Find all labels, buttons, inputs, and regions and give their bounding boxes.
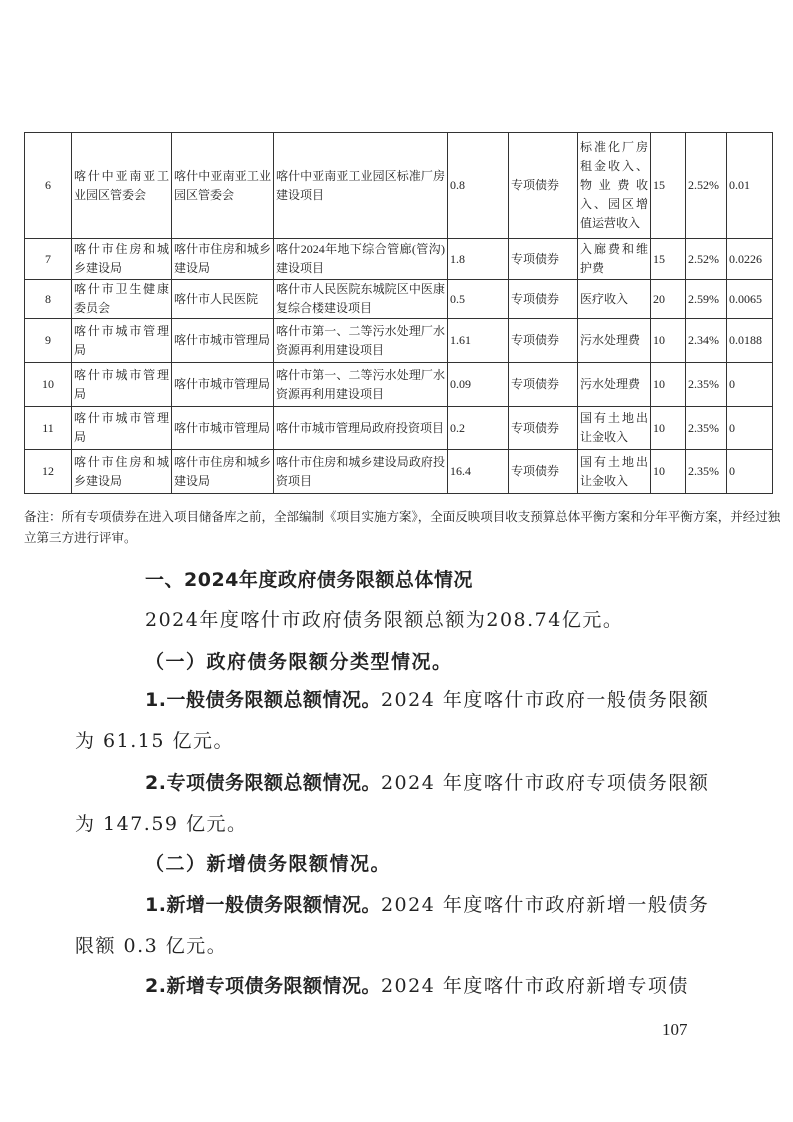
new-special-debt-paragraph [75,966,715,1007]
cell-implementing-unit: 喀什市住房和城乡建设局 [172,239,274,280]
cell-row-number: 6 [25,133,72,239]
cell-competent-department: 喀什中亚南亚工业园区管委会 [72,133,172,239]
new-special-debt-text: 2024 年度喀什市政府新增专项债 [380,975,689,997]
cell-competent-department: 喀什市住房和城乡建设局 [72,450,172,494]
cell-row-number: 12 [25,450,72,494]
bond-projects-table [24,132,773,494]
cell-project-name: 喀什市住房和城乡建设局政府投资项目 [274,450,448,494]
cell-amount: 0.5 [448,280,509,319]
cell-row-number: 7 [25,239,72,280]
cell-project-name: 喀什市第一、二等污水处理厂水资源再利用建设项目 [274,363,448,407]
cell-bond-type: 专项债券 [509,319,578,363]
special-debt-limit-paragraph [75,763,715,845]
cell-amount: 1.61 [448,319,509,363]
new-general-debt-paragraph [75,885,715,967]
table-footnote: 备注：所有专项债券在进入项目储备库之前，全部编制《项目实施方案》，全面反映项目收支预算总体平衡方案和分年平衡方案，并经过独立第三方进行评审。 [24,510,781,545]
cell-repayment-source: 标准化厂房租金收入、物业费收入、园区增值运营收入 [578,133,651,239]
cell-interest: 0.01 [727,133,773,239]
cell-bond-type: 专项债券 [509,363,578,407]
cell-repayment-source: 入廊费和维护费 [578,239,651,280]
section-heading: 一、2024年度政府债务限额总体情况 [145,569,473,591]
table-row [25,363,773,407]
cell-repayment-source: 污水处理费 [578,319,651,363]
cell-project-name: 喀什市城市管理局政府投资项目 [274,407,448,450]
cell-competent-department: 喀什市城市管理局 [72,319,172,363]
cell-amount: 1.8 [448,239,509,280]
cell-implementing-unit: 喀什市城市管理局 [172,319,274,363]
cell-term: 10 [651,363,686,407]
cell-competent-department: 喀什市卫生健康委员会 [72,280,172,319]
cell-interest: 0 [727,450,773,494]
cell-amount: 16.4 [448,450,509,494]
cell-competent-department: 喀什市城市管理局 [72,363,172,407]
cell-bond-type: 专项债券 [509,133,578,239]
cell-interest: 0.0188 [727,319,773,363]
table-row [25,280,773,319]
cell-implementing-unit: 喀什市城市管理局 [172,363,274,407]
general-debt-limit-paragraph [75,680,715,762]
table-row [25,133,773,239]
cell-project-name: 喀什市人民医院东城院区中医康复综合楼建设项目 [274,280,448,319]
cell-rate: 2.35% [686,450,727,494]
cell-implementing-unit: 喀什市城市管理局 [172,407,274,450]
cell-amount: 0.2 [448,407,509,450]
cell-bond-type: 专项债券 [509,280,578,319]
new-general-debt-text: 2024 年度喀什市政府新增一般债务限额 0.3 亿元。 [75,894,710,957]
cell-term: 10 [651,319,686,363]
table-row [25,319,773,363]
cell-rate: 2.35% [686,407,727,450]
subsection-heading-new-debt: （二）新增债务限额情况。 [145,853,392,875]
cell-project-name: 喀什中亚南亚工业园区标准厂房建设项目 [274,133,448,239]
total-limit-paragraph: 2024年度喀什市政府债务限额总额为208.74亿元。 [145,609,624,631]
cell-bond-type: 专项债券 [509,239,578,280]
cell-rate: 2.34% [686,319,727,363]
cell-rate: 2.59% [686,280,727,319]
cell-row-number: 10 [25,363,72,407]
table-row [25,239,773,280]
cell-project-name: 喀什2024年地下综合管廊(管沟)建设项目 [274,239,448,280]
cell-competent-department: 喀什市城市管理局 [72,407,172,450]
cell-repayment-source: 医疗收入 [578,280,651,319]
cell-interest: 0 [727,363,773,407]
table-row [25,407,773,450]
cell-rate: 2.35% [686,363,727,407]
cell-repayment-source: 污水处理费 [578,363,651,407]
cell-amount: 0.8 [448,133,509,239]
cell-row-number: 11 [25,407,72,450]
cell-competent-department: 喀什市住房和城乡建设局 [72,239,172,280]
special-debt-limit-lead: 2.专项债务限额总额情况。 [145,772,381,794]
cell-term: 20 [651,280,686,319]
cell-term: 15 [651,239,686,280]
table-body [25,133,773,494]
cell-bond-type: 专项债券 [509,407,578,450]
cell-implementing-unit: 喀什中亚南亚工业园区管委会 [172,133,274,239]
cell-amount: 0.09 [448,363,509,407]
general-debt-limit-lead: 1.一般债务限额总额情况。 [145,689,381,711]
cell-rate: 2.52% [686,133,727,239]
cell-bond-type: 专项债券 [509,450,578,494]
cell-interest: 0.0226 [727,239,773,280]
new-general-debt-lead: 1.新增一般债务限额情况。 [145,894,381,916]
cell-term: 15 [651,133,686,239]
cell-project-name: 喀什市第一、二等污水处理厂水资源再利用建设项目 [274,319,448,363]
cell-repayment-source: 国有土地出让金收入 [578,407,651,450]
cell-repayment-source: 国有土地出让金收入 [578,450,651,494]
special-debt-limit-text: 2024 年度喀什市政府专项债务限额为 147.59 亿元。 [75,772,710,835]
cell-row-number: 8 [25,280,72,319]
cell-term: 10 [651,450,686,494]
table-row [25,450,773,494]
cell-rate: 2.52% [686,239,727,280]
cell-implementing-unit: 喀什市人民医院 [172,280,274,319]
new-special-debt-lead: 2.新增专项债务限额情况。 [145,975,381,997]
cell-interest: 0.0065 [727,280,773,319]
cell-term: 10 [651,407,686,450]
page-number: 107 [662,1020,688,1039]
cell-implementing-unit: 喀什市住房和城乡建设局 [172,450,274,494]
cell-row-number: 9 [25,319,72,363]
general-debt-limit-text: 2024 年度喀什市政府一般债务限额为 61.15 亿元。 [75,689,710,752]
subsection-heading-by-type: （一）政府债务限额分类型情况。 [145,651,453,673]
cell-interest: 0 [727,407,773,450]
